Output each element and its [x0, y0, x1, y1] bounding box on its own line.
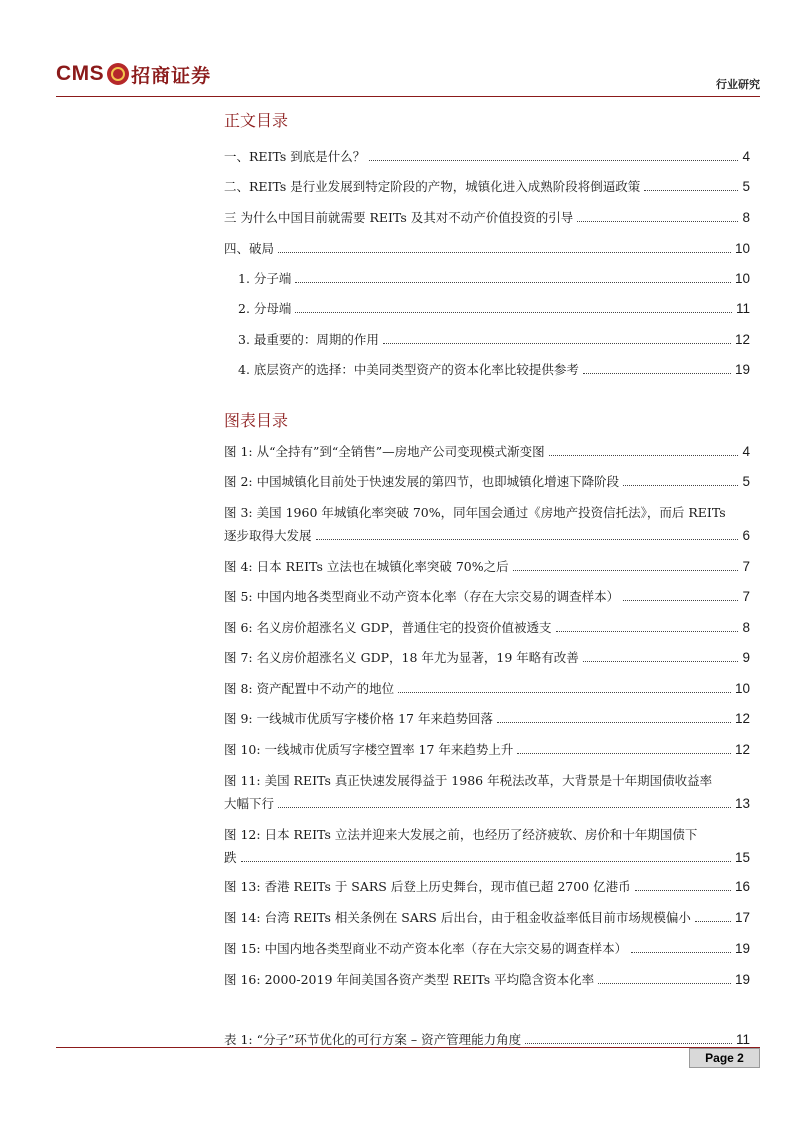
figure-entry[interactable]	[224, 939, 750, 958]
toc-entry-page: 4	[742, 149, 750, 164]
toc-entry-text: 二、REITs 是行业发展到特定阶段的产物，城镇化进入成熟阶段将倒逼政策	[224, 179, 641, 194]
figure-entry-text: 图 7: 名义房价超涨名义 GDP，18 年尤为显著，19 年略有改善	[224, 650, 579, 665]
toc-entry-text: 4. 底层资产的选择：中美同类型资产的资本化率比较提供参考	[238, 362, 579, 377]
toc-subentry[interactable]	[224, 269, 750, 288]
section-label: 行业研究	[716, 78, 760, 91]
figure-entry-page: 19	[734, 941, 750, 956]
figure-entry-text: 逐步取得大发展	[224, 528, 312, 543]
toc-entry[interactable]	[224, 177, 750, 196]
figure-entry-text: 图 6: 名义房价超涨名义 GDP，普通住宅的投资价值被透支	[224, 620, 552, 635]
toc-entry-text: 一、REITs 到底是什么？	[224, 149, 366, 164]
toc-subentry[interactable]	[224, 299, 750, 318]
leader-dots	[398, 692, 731, 693]
figure-entry[interactable]	[224, 709, 750, 728]
figure-entry-text: 图 15: 中国内地各类型商业不动产资本化率（存在大宗交易的调查样本）	[224, 941, 628, 956]
toc-entry-page: 11	[735, 301, 750, 316]
figure-entry[interactable]	[224, 970, 750, 989]
leader-dots	[316, 539, 739, 540]
table-entry-text: 表 1: “分子”环节优化的可行方案 – 资产管理能力角度	[224, 1032, 522, 1047]
figure-entry[interactable]	[224, 618, 750, 637]
figure-entry[interactable]	[224, 740, 750, 759]
figure-entry-page: 7	[742, 559, 750, 574]
figure-entry-page: 7	[742, 589, 750, 604]
leader-dots	[556, 631, 739, 632]
figure-entry-text: 图 14: 台湾 REITs 相关条例在 SARS 后出台，由于租金收益率低目前市场规模偏小	[224, 910, 691, 925]
figure-entry-text-line1: 图 12: 日本 REITs 立法并迎来大发展之前，也经历了经济疲软、房价和十年期国债下	[224, 827, 698, 842]
figure-entry[interactable]	[224, 825, 750, 867]
figure-entry-page: 12	[734, 742, 750, 757]
figure-entry-page: 6	[742, 528, 750, 543]
figure-entry-page: 17	[734, 910, 750, 925]
figure-entry-text: 图 10: 一线城市优质写字楼空置率 17 年来趋势上升	[224, 742, 514, 757]
leader-dots	[577, 221, 738, 222]
leader-dots	[583, 373, 731, 374]
leader-dots	[635, 890, 731, 891]
figures-title: 图表目录	[224, 411, 289, 430]
figure-entry-text: 图 1: 从“全持有”到“全销售”—房地产公司变现模式渐变图	[224, 444, 545, 459]
leader-dots	[241, 861, 731, 862]
figure-entry-page: 13	[734, 796, 750, 811]
header-divider	[56, 96, 760, 97]
figure-entry-text: 图 2: 中国城镇化目前处于快速发展的第四节，也即城镇化增速下降阶段	[224, 474, 620, 489]
toc-entry-text: 2. 分母端	[238, 301, 292, 316]
leader-dots	[517, 753, 731, 754]
figure-entry-text-line1: 图 3: 美国 1960 年城镇化率突破 70%，同年国会通过《房地产投资信托法》，而后 REITs	[224, 505, 726, 520]
leader-dots	[549, 455, 739, 456]
toc-entry-text: 三 为什么中国目前就需要 REITs 及其对不动产价值投资的引导	[224, 210, 574, 225]
figure-entry-page: 9	[742, 650, 750, 665]
table-entry-page: 11	[735, 1032, 750, 1047]
figure-entry-page: 16	[734, 879, 750, 894]
toc-entry-page: 5	[742, 179, 750, 194]
figure-entry-text: 跌	[224, 850, 237, 865]
figure-entry[interactable]	[224, 472, 750, 491]
leader-dots	[278, 807, 731, 808]
leader-dots	[623, 600, 738, 601]
figure-entry-page: 8	[742, 620, 750, 635]
leader-dots	[583, 661, 739, 662]
leader-dots	[497, 722, 731, 723]
figure-entry[interactable]	[224, 877, 750, 896]
figure-entry[interactable]	[224, 503, 750, 545]
figure-entry[interactable]	[224, 908, 750, 927]
figure-entry-text: 大幅下行	[224, 796, 275, 811]
figure-entry[interactable]	[224, 771, 750, 813]
leader-dots	[631, 952, 731, 953]
figure-entry-page: 19	[734, 972, 750, 987]
leader-dots	[598, 983, 731, 984]
figure-entry-text: 图 13: 香港 REITs 于 SARS 后登上历史舞台，现市值已超 2700 亿港币	[224, 879, 631, 894]
figure-entry-text: 图 4: 日本 REITs 立法也在城镇化率突破 70%之后	[224, 559, 509, 574]
figure-entry[interactable]	[224, 442, 750, 461]
leader-dots	[369, 160, 738, 161]
toc-entry-text: 1. 分子端	[238, 271, 292, 286]
logo-latin: CMS	[56, 62, 105, 85]
toc-entry[interactable]	[224, 147, 750, 166]
toc-subentry[interactable]	[224, 360, 750, 379]
figure-entry-text: 图 5: 中国内地各类型商业不动产资本化率（存在大宗交易的调查样本）	[224, 589, 620, 604]
leader-dots	[295, 312, 732, 313]
figure-entry-page: 15	[734, 850, 750, 865]
cms-seal-icon	[107, 63, 129, 85]
figure-entry[interactable]	[224, 648, 750, 667]
toc-title: 正文目录	[224, 111, 289, 130]
toc-entry-page: 10	[734, 271, 750, 286]
leader-dots	[623, 485, 738, 486]
toc-entry[interactable]	[224, 208, 750, 227]
figure-entry-text: 图 8: 资产配置中不动产的地位	[224, 681, 395, 696]
toc-entry[interactable]	[224, 239, 750, 258]
toc-entry-text: 四、破局	[224, 241, 275, 256]
leader-dots	[295, 282, 731, 283]
toc-entry-page: 19	[734, 362, 750, 377]
figure-entry[interactable]	[224, 679, 750, 698]
cms-logo	[56, 60, 211, 88]
page-header	[56, 58, 760, 96]
toc-entry-page: 12	[734, 332, 750, 347]
leader-dots	[525, 1043, 732, 1044]
footer-divider	[56, 1047, 760, 1048]
toc-entry-text: 3. 最重要的：周期的作用	[238, 332, 379, 347]
toc-subentry[interactable]	[224, 330, 750, 349]
figure-entry[interactable]	[224, 587, 750, 606]
figure-entry-text: 图 9: 一线城市优质写字楼价格 17 年来趋势回落	[224, 711, 493, 726]
page-number-badge: Page 2	[689, 1048, 760, 1068]
figure-entry-page: 10	[734, 681, 750, 696]
leader-dots	[644, 190, 738, 191]
leader-dots	[513, 570, 739, 571]
figure-entry-page: 4	[742, 444, 750, 459]
figure-entry-text-line1: 图 11: 美国 REITs 真正快速发展得益于 1986 年税法改革，大背景是十年期国债收益率	[224, 773, 713, 788]
leader-dots	[383, 343, 731, 344]
figure-entry-text: 图 16: 2000-2019 年间美国各资产类型 REITs 平均隐含资本化率	[224, 972, 595, 987]
leader-dots	[278, 252, 731, 253]
toc-entry-page: 8	[742, 210, 750, 225]
logo-chinese: 招商证券	[131, 64, 212, 87]
figure-entry[interactable]	[224, 557, 750, 576]
toc-entry-page: 10	[734, 241, 750, 256]
leader-dots	[695, 921, 731, 922]
figure-entry-page: 12	[734, 711, 750, 726]
figure-entry-page: 5	[742, 474, 750, 489]
